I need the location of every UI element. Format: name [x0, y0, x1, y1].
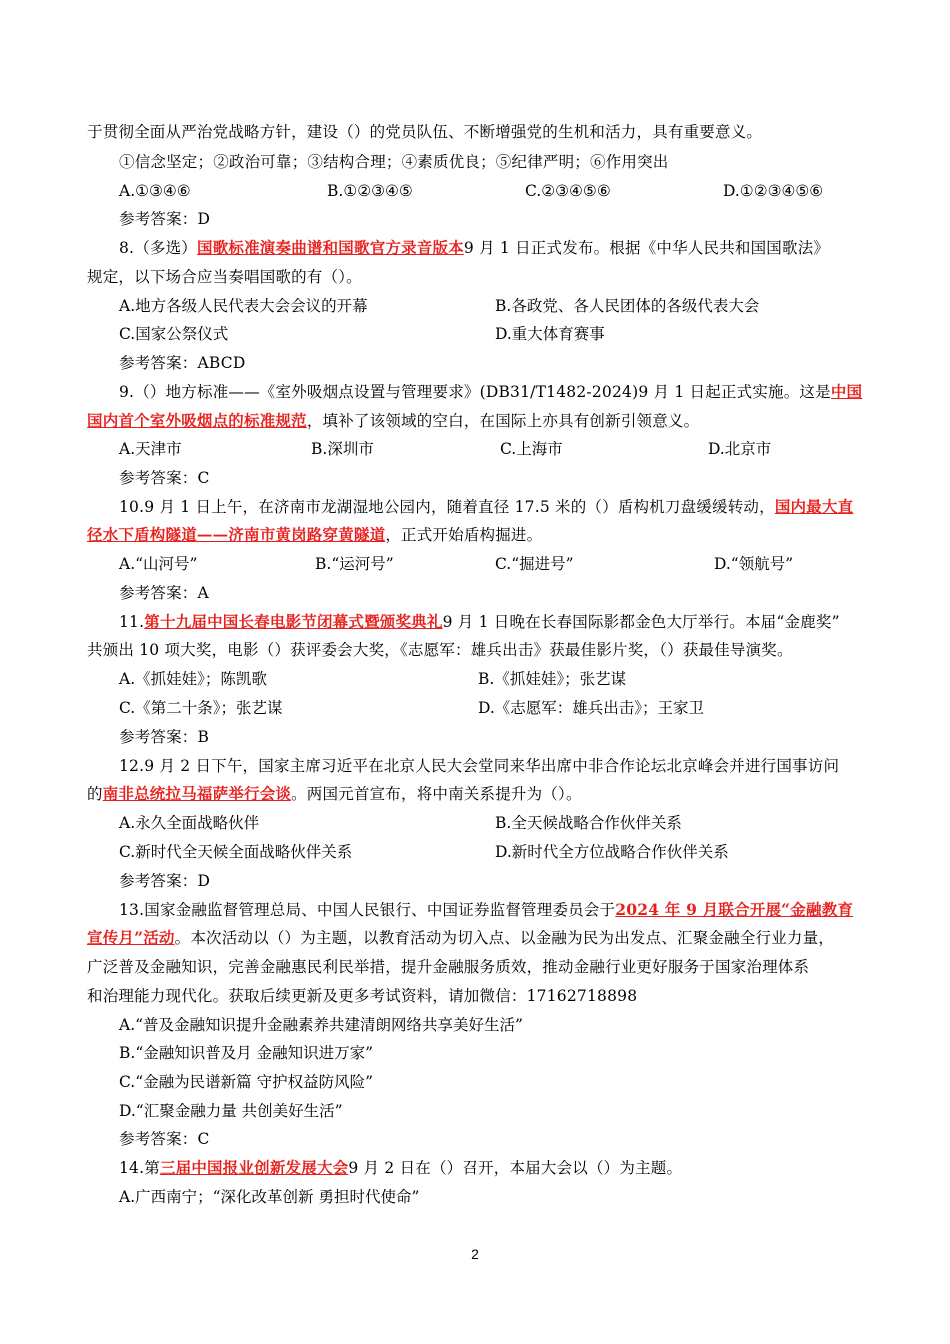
q14-stem-line1	[119, 1158, 682, 1178]
page-number: 2	[471, 1246, 479, 1262]
q13-stem-line1	[119, 900, 853, 920]
q13-stem-line4: 和治理能力现代化。获取后续更新及更多考试资料，请加微信：17162718898	[87, 987, 638, 1005]
q7-option-b: B.①②③④⑤	[327, 182, 413, 200]
q12-option-a: A.永久全面战略伙伴	[119, 814, 260, 832]
q12-highlight: 南非总统拉马福萨举行会谈	[102, 784, 292, 803]
q13-suffix: 。本次活动以（）为主题，以教育活动为切入点、以金融为民为出发点、汇聚金融全行业力量，	[174, 929, 835, 947]
q12-prefix: 的	[87, 785, 103, 803]
q9-highlight-2: 国内首个室外吸烟点的标准规范	[87, 411, 307, 430]
q8-answer: 参考答案：ABCD	[119, 354, 246, 372]
q9-option-d: D.北京市	[708, 440, 772, 458]
q12-suffix: 。两国元首宣布，将中南关系提升为（）。	[291, 785, 582, 803]
q11-stem-line2: 共颁出 10 项大奖，电影（）获评委会大奖，《志愿军：雄兵出击》获最佳影片奖，（）获最佳导演奖。	[87, 641, 793, 659]
q7-stem-tail: 于贯彻全面从严治党战略方针，建设（）的党员队伍、不断增强党的生机和活力，具有重要意义。	[87, 123, 763, 141]
q13-stem-line2	[87, 928, 834, 948]
q10-option-a: A.“山河号”	[119, 555, 198, 573]
q8-highlight: 国歌标准演奏曲谱和国歌官方录音版本	[197, 238, 464, 257]
q7-items: ①信念坚定；②政治可靠；③结构合理；④素质优良；⑤纪律严明；⑥作用突出	[119, 153, 669, 171]
q11-prefix: 11.	[119, 613, 145, 631]
q13-option-c: C.“金融为民谱新篇 守护权益防风险”	[119, 1073, 374, 1091]
q11-highlight: 第十九届中国长春电影节闭幕式暨颁奖典礼	[144, 612, 443, 631]
q9-prefix: 9.（）地方标准——《室外吸烟点设置与管理要求》(DB31/T1482-2024)9 月 1 日起正式实施。这是	[119, 383, 831, 401]
q12-option-b: B.全天候战略合作伙伴关系	[495, 814, 682, 832]
q8-option-c: C.国家公祭仪式	[119, 325, 229, 343]
q10-stem-line2	[87, 525, 542, 545]
q8-option-b: B.各政党、各人民团体的各级代表大会	[495, 297, 760, 315]
q13-option-a: A.“普及金融知识提升金融素养共建清朗网络共享美好生活”	[119, 1016, 523, 1034]
q7-answer: 参考答案：D	[119, 210, 211, 228]
q9-suffix: ，填补了该领域的空白，在国际上亦具有创新引领意义。	[306, 412, 700, 430]
q12-option-d: D.新时代全方位战略合作伙伴关系	[495, 843, 729, 861]
q10-highlight-2: 径水下盾构隧道——济南市黄岗路穿黄隧道	[87, 525, 386, 544]
q12-option-c: C.新时代全天候全面战略伙伴关系	[119, 843, 353, 861]
q10-suffix: ，正式开始盾构掘进。	[385, 526, 543, 544]
q10-option-c: C.“掘进号”	[495, 555, 574, 573]
q9-option-b: B.深圳市	[311, 440, 374, 458]
q9-answer: 参考答案：C	[119, 469, 210, 487]
q7-option-d: D.①②③④⑤⑥	[723, 182, 824, 200]
q9-stem-line1	[119, 382, 862, 402]
q12-answer: 参考答案：D	[119, 872, 211, 890]
q13-highlight-2: 宣传月”活动	[87, 928, 175, 947]
q13-prefix: 13.国家金融监督管理总局、中国人民银行、中国证券监督管理委员会于	[119, 901, 616, 919]
q7-option-a: A.①③④⑥	[119, 182, 191, 200]
q8-option-a: A.地方各级人民代表大会会议的开幕	[119, 297, 368, 315]
q13-highlight-1: 2024 年 9 月联合开展“金融教育	[615, 900, 854, 919]
q9-highlight-1: 中国	[830, 382, 863, 401]
q8-stem-line2: 规定，以下场合应当奏唱国歌的有（）。	[87, 268, 362, 286]
q9-option-c: C.上海市	[500, 440, 563, 458]
q8-prefix: 8.（多选）	[119, 239, 197, 257]
q11-option-d: D.《志愿军：雄兵出击》；王家卫	[478, 699, 705, 717]
q9-option-a: A.天津市	[119, 440, 182, 458]
q13-stem-line3: 广泛普及金融知识，完善金融惠民利民举措，提升金融服务质效，推动金融行业更好服务于国家治理体系	[87, 958, 810, 976]
q11-stem-line1	[119, 612, 840, 632]
q10-answer: 参考答案：A	[119, 584, 209, 602]
q14-highlight: 三届中国报业创新发展大会	[159, 1158, 349, 1177]
q11-option-b: B.《抓娃娃》；张艺谋	[478, 670, 627, 688]
q12-stem-line2	[87, 784, 582, 804]
q9-stem-line2	[87, 411, 699, 431]
q10-option-d: D.“领航号”	[714, 555, 794, 573]
q11-answer: 参考答案：B	[119, 728, 210, 746]
q13-option-d: D.“汇聚金融力量 共创美好生活”	[119, 1102, 343, 1120]
q10-option-b: B.“运河号”	[315, 555, 394, 573]
q11-suffix: 9 月 1 日晚在长春国际影都金色大厅举行。本届“金鹿奖”	[442, 613, 840, 631]
q8-option-d: D.重大体育赛事	[495, 325, 605, 343]
q10-highlight-1: 国内最大直	[774, 497, 854, 516]
q14-suffix: 9 月 2 日在（）召开，本届大会以（）为主题。	[348, 1159, 683, 1177]
q13-answer: 参考答案：C	[119, 1130, 210, 1148]
q8-suffix: 9 月 1 日正式发布。根据《中华人民共和国国歌法》	[463, 239, 830, 257]
q11-option-c: C.《第二十条》；张艺谋	[119, 699, 283, 717]
q12-stem-line1: 12.9 月 2 日下午，国家主席习近平在北京人民大会堂同来华出席中非合作论坛北京峰会并进行国事访问	[119, 757, 840, 775]
q13-option-b: B.“金融知识普及月 金融知识进万家”	[119, 1044, 374, 1062]
q7-option-c: C.②③④⑤⑥	[525, 182, 611, 200]
q11-option-a: A.《抓娃娃》；陈凯歌	[119, 670, 267, 688]
q14-option-a: A.广西南宁；“深化改革创新 勇担时代使命”	[119, 1188, 420, 1206]
q14-prefix: 14.第	[119, 1159, 160, 1177]
q8-stem-line1	[119, 238, 829, 258]
q10-stem-line1	[119, 497, 853, 517]
q10-prefix: 10.9 月 1 日上午，在济南市龙湖湿地公园内，随着直径 17.5 米的（）盾构机刀盘缓缓转动，	[119, 498, 775, 516]
